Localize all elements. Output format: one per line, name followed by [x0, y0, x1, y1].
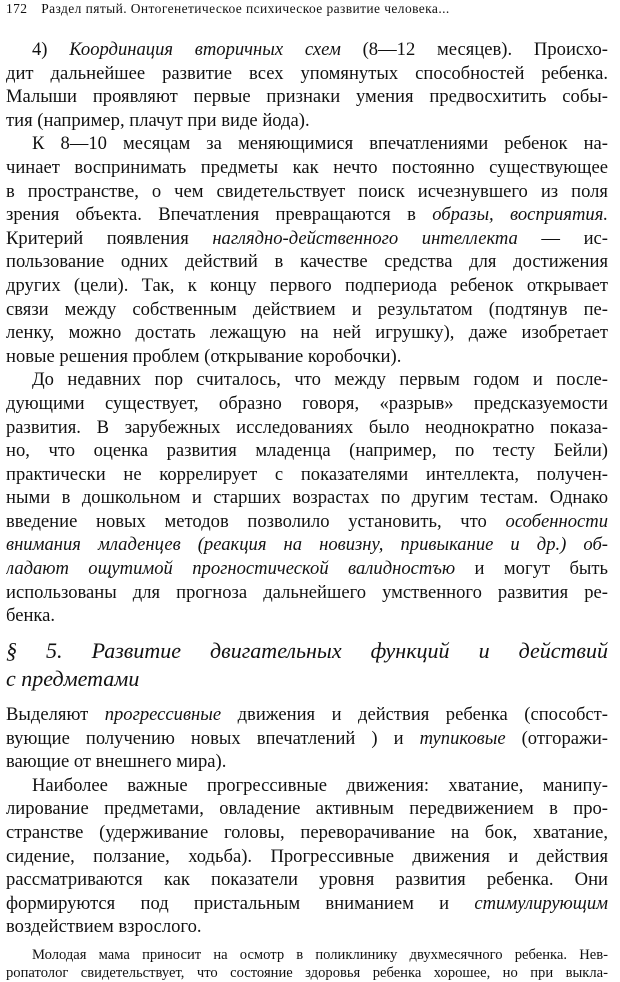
- section-heading-line-1: § 5. Развитие двигательных функций и действий: [6, 638, 608, 663]
- body-text-bottom: [6, 703, 608, 939]
- body-text-line: Выделяют прогрессивные движения и действия ребенка (способст-: [6, 704, 608, 725]
- body-text-line: вующие получению новых впечатлений ) и тупиковые (отгоражи-: [6, 727, 608, 749]
- body-text-line: использованы для прогноза дальнейшего умственного развития ре-: [6, 581, 608, 603]
- footnote-example: [6, 946, 608, 982]
- body-text-line: дит дальнейшее развитие всех упомянутых способностей ребенка.: [6, 62, 608, 84]
- running-header: [6, 1, 614, 21]
- body-text-line: странстве (удерживание головы, переворачивание на бок, хватание,: [6, 821, 608, 843]
- body-text-line: связи между собственным действием и результатом (подтянув пе-: [6, 298, 608, 320]
- body-text-line: бенка.: [6, 605, 56, 627]
- body-text-line: До недавних пор считалось, что между первым годом и после-: [32, 369, 608, 391]
- body-text-line: ленку, можно достать лежащую на ней игрушку), даже изобретает: [6, 322, 608, 344]
- body-text-line: формируются под пристальным вниманием и стимулирующим: [6, 892, 608, 914]
- body-text-line: новые решения проблем (открывание коробочки).: [6, 345, 402, 367]
- body-text-line: лирование предметами, овладение активным передвижением в про-: [6, 798, 608, 820]
- body-text-line: ными в дошкольном и старших возрастах по другим тестам. Однако: [6, 487, 608, 509]
- body-text-line: К 8—10 месяцам за меняющимися впечатлениями ребенок на-: [32, 133, 608, 155]
- body-text-line: тия (например, плачут при виде йода).: [6, 109, 310, 131]
- body-text-line: введение новых методов позволило установить, что особенности: [6, 510, 608, 532]
- body-text-line: Наиболее важные прогрессивные движения: хватание, манипу-: [32, 774, 608, 796]
- body-text-line: сидение, ползание, ходьба). Прогрессивные движения и действия: [6, 845, 608, 867]
- body-text-line: зрения объекта. Впечатления превращаются в образы, восприятия.: [6, 204, 608, 226]
- body-text-line: воздействием взрослого.: [6, 916, 202, 938]
- running-title: Раздел пятый. Онтогенетическое психическое развитие человека...: [41, 1, 450, 16]
- body-text-line: развития. В зарубежных исследованиях было неоднократно показа-: [6, 416, 608, 438]
- body-text-line: Критерий появления наглядно-действенного интеллекта — ис-: [6, 227, 608, 249]
- body-text-line: ладают ощутимой прогностической валидностъю и могут быть: [6, 558, 608, 580]
- body-text-line: других (цели). Так, к концу первого подпериода ребенок открывает: [6, 274, 608, 296]
- section-heading: [6, 637, 608, 693]
- body-text-line: 4) Координация вторичных схем (8—12 месяцев). Происхо-: [32, 39, 608, 60]
- body-text-line: но, что оценка развития младенца (например, по тесту Бейли): [6, 440, 608, 462]
- note-text-line: ропатолог свидетельствует, что состояние здоровья ребенка хорошее, но при выкла-: [6, 965, 608, 981]
- body-text-line: чинает воспринимать предметы как нечто постоянно существующее: [6, 156, 608, 178]
- body-text-line: в пространстве, о чем свидетельствует поиск исчезнувшего из поля: [6, 180, 608, 202]
- body-text-line: вающие от внешнего мира).: [6, 751, 227, 773]
- body-text-line: внимания младенцев (реакция на новизну, привыкание и др.) об-: [6, 534, 608, 556]
- section-heading-line-2: с предметами: [6, 666, 140, 691]
- body-text-line: практически не коррелирует с показателями интеллекта, получен-: [6, 463, 608, 485]
- page-number: 172: [6, 1, 28, 16]
- body-text-line: рассматриваются как показатели уровня развития ребенка. Они: [6, 869, 608, 891]
- body-text-top: [6, 38, 608, 628]
- body-text-line: дующими существует, образно говоря, «разрыв» предсказуемости: [6, 392, 608, 414]
- body-text-line: Малыши проявляют первые признаки умения предвосхитить собы-: [6, 86, 608, 108]
- note-text-line: Молодая мама приносит на осмотр в поликлинику двухмесячного ребенка. Нев-: [32, 947, 608, 963]
- body-text-line: пользование одних действий в качестве средства для достижения: [6, 251, 608, 273]
